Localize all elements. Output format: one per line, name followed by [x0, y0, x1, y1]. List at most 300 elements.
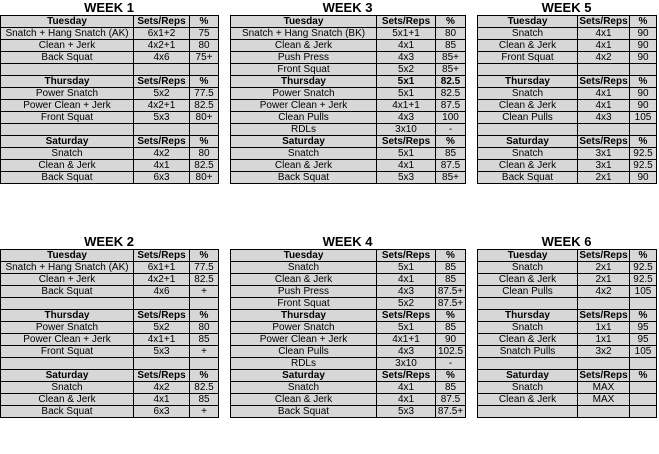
sets-reps-heading: Sets/Reps	[579, 370, 628, 381]
exercise-cell: Front Squat	[1, 112, 134, 124]
exercise-cell: Clean + Jerk	[1, 274, 134, 286]
sets-reps-cell: 4x1	[377, 160, 436, 172]
percent-heading: %	[190, 16, 219, 28]
sets-reps-cell: 5x3	[134, 346, 190, 358]
exercise-row	[1, 406, 219, 418]
sets-reps-cell: 4x1	[377, 382, 436, 394]
sets-reps-cell: 5x2	[377, 64, 436, 76]
exercise-cell: Snatch + Hang Snatch (AK)	[1, 262, 134, 274]
sets-reps-cell: 1x1	[578, 334, 630, 346]
percent-cell: 87.5	[436, 160, 466, 172]
sets-reps-cell: 4x1+1	[134, 334, 190, 346]
week-block	[0, 234, 218, 418]
sets-reps-cell: 2x1	[578, 172, 630, 184]
percent-cell: 90	[436, 334, 466, 346]
exercise-cell: Clean & Jerk	[1, 394, 134, 406]
percent-cell: 105	[630, 346, 657, 358]
percent-cell: 82.5	[190, 274, 219, 286]
sets-reps-cell: 4x2	[578, 286, 630, 298]
percent-cell	[630, 298, 657, 310]
exercise-cell: Clean & Jerk	[478, 40, 578, 52]
session-header-row	[478, 136, 657, 148]
day-heading: Saturday	[1, 370, 134, 382]
exercise-cell	[478, 64, 578, 76]
exercise-row	[231, 148, 466, 160]
exercise-cell: Power Snatch	[231, 322, 377, 334]
sets-reps-cell: 4x3	[377, 52, 436, 64]
exercise-cell	[1, 358, 134, 370]
exercise-row	[478, 262, 657, 274]
sets-reps-cell: 2x1	[578, 262, 630, 274]
exercise-row	[231, 172, 466, 184]
exercise-row	[231, 28, 466, 40]
exercise-row	[231, 262, 466, 274]
day-heading: Tuesday	[478, 16, 578, 28]
exercise-cell: Clean Pulls	[478, 112, 578, 124]
session-header-row	[1, 370, 219, 382]
percent-cell	[630, 358, 657, 370]
percent-cell: 90	[630, 28, 657, 40]
day-heading: Thursday	[478, 310, 578, 322]
exercise-row	[478, 322, 657, 334]
exercise-row	[1, 262, 219, 274]
percent-cell	[630, 382, 657, 394]
percent-cell	[630, 64, 657, 76]
sets-reps-heading: Sets/Reps	[377, 136, 436, 148]
week-title: WEEK 2	[84, 234, 134, 249]
percent-cell: 87.5	[436, 100, 466, 112]
session-header-row	[1, 136, 219, 148]
percent-cell: 85+	[436, 52, 466, 64]
session-header-row	[1, 250, 219, 262]
percent-heading: %	[630, 310, 657, 322]
session-header-row	[231, 250, 466, 262]
percent-cell: 85+	[436, 172, 466, 184]
exercise-cell: Clean & Jerk	[231, 160, 377, 172]
percent-cell: 102.5	[436, 346, 466, 358]
exercise-cell: Back Squat	[1, 52, 134, 64]
percent-cell: 92.5	[630, 274, 657, 286]
day-heading: Thursday	[231, 310, 377, 322]
exercise-row	[1, 346, 219, 358]
exercise-row	[478, 406, 657, 418]
exercise-row	[478, 286, 657, 298]
percent-cell: 92.5	[630, 160, 657, 172]
percent-heading: %	[630, 370, 657, 382]
sets-reps-cell: 4x2+1	[134, 100, 190, 112]
percent-cell: +	[190, 406, 219, 418]
sets-reps-cell: 5x1+1	[377, 28, 436, 40]
exercise-cell: Snatch	[478, 262, 578, 274]
sets-reps-cell	[578, 298, 630, 310]
percent-heading: %	[190, 136, 219, 148]
exercise-cell	[1, 298, 134, 310]
percent-cell: 85	[436, 274, 466, 286]
sets-reps-cell: MAX	[578, 394, 630, 406]
sets-reps-cell	[134, 298, 190, 310]
percent-cell: -	[436, 358, 466, 370]
exercise-cell: Snatch	[478, 322, 578, 334]
sets-reps-cell: 4x1	[377, 394, 436, 406]
exercise-cell: Clean & Jerk	[478, 394, 578, 406]
percent-cell: 80+	[190, 172, 219, 184]
sets-reps-heading: Sets/Reps	[134, 76, 190, 88]
exercise-row	[231, 274, 466, 286]
percent-heading: %	[190, 370, 219, 382]
week-block	[477, 234, 656, 418]
week-block	[477, 0, 656, 184]
exercise-cell: Power Clean + Jerk	[231, 334, 377, 346]
exercise-row	[478, 64, 657, 76]
percent-cell: 90	[630, 88, 657, 100]
percent-cell: 92.5	[630, 262, 657, 274]
sets-reps-heading: Sets/Reps	[134, 136, 190, 148]
percent-heading: %	[630, 76, 657, 88]
percent-cell: 85+	[436, 64, 466, 76]
sets-reps-heading: Sets/Reps	[377, 370, 436, 382]
day-heading: Saturday	[478, 136, 578, 148]
sets-reps-cell	[578, 358, 630, 370]
exercise-row	[478, 40, 657, 52]
percent-cell: 85	[190, 334, 219, 346]
exercise-row	[478, 382, 657, 394]
exercise-row	[231, 160, 466, 172]
percent-cell: 85	[436, 382, 466, 394]
exercise-row	[1, 40, 219, 52]
exercise-row	[478, 148, 657, 160]
exercise-cell: Clean Pulls	[231, 112, 377, 124]
exercise-cell	[478, 124, 578, 136]
sets-reps-cell: 4x1+1	[377, 334, 436, 346]
exercise-cell: Back Squat	[1, 172, 134, 184]
exercise-row	[1, 334, 219, 346]
sets-reps-cell: 4x1	[134, 160, 190, 172]
exercise-row	[478, 358, 657, 370]
session-header-row	[231, 16, 466, 28]
sets-reps-heading: Sets/Reps	[134, 310, 190, 322]
exercise-cell: Snatch Pulls	[478, 346, 578, 358]
exercise-cell: Clean & Jerk	[231, 394, 377, 406]
session-header-row	[478, 250, 657, 262]
week-title: WEEK 5	[541, 0, 592, 15]
day-heading: Thursday	[231, 76, 377, 88]
exercise-cell: Back Squat	[231, 172, 377, 184]
exercise-row	[231, 100, 466, 112]
exercise-cell: Snatch	[231, 262, 377, 274]
session-header-row	[478, 76, 657, 88]
week-title: WEEK 4	[322, 234, 373, 249]
exercise-row	[478, 88, 657, 100]
sets-reps-cell: 2x1	[578, 274, 630, 286]
percent-cell: 82.5	[190, 382, 219, 394]
exercise-row	[1, 88, 219, 100]
sets-reps-cell: 5x1	[377, 262, 436, 274]
session-header-row	[231, 76, 466, 88]
exercise-cell: Power Snatch	[1, 88, 134, 100]
percent-cell: +	[190, 346, 219, 358]
sets-reps-cell: 4x2	[134, 148, 190, 160]
sets-reps-cell: 4x1	[578, 40, 630, 52]
exercise-cell: Back Squat	[1, 406, 134, 418]
session-header-row	[478, 16, 657, 28]
exercise-row	[1, 52, 219, 64]
exercise-cell	[478, 298, 578, 310]
sets-reps-cell: 5x1	[377, 148, 436, 160]
exercise-row	[478, 28, 657, 40]
exercise-row	[1, 322, 219, 334]
exercise-row	[231, 406, 466, 418]
exercise-row	[231, 112, 466, 124]
sets-reps-cell: 4x3	[377, 346, 436, 358]
sets-reps-cell	[134, 358, 190, 370]
exercise-cell: Clean Pulls	[478, 286, 578, 298]
exercise-cell: Clean & Jerk	[478, 334, 578, 346]
percent-cell: +	[190, 286, 219, 298]
exercise-cell: Snatch	[231, 148, 377, 160]
week-table	[230, 249, 466, 418]
day-heading: Thursday	[478, 76, 578, 88]
percent-heading: %	[190, 76, 219, 88]
sets-reps-cell: 5x1	[377, 88, 436, 100]
percent-heading: %	[436, 310, 466, 322]
exercise-row	[478, 112, 657, 124]
sets-reps-cell: 4x3	[377, 112, 436, 124]
exercise-row	[1, 286, 219, 298]
exercise-row	[231, 334, 466, 346]
percent-cell: 95	[630, 334, 657, 346]
exercise-cell	[478, 358, 578, 370]
percent-cell: 90	[630, 52, 657, 64]
week-title: WEEK 3	[322, 0, 373, 15]
percent-heading: 82.5	[436, 76, 466, 88]
exercise-cell: Snatch + Hang Snatch (AK)	[1, 28, 134, 40]
percent-cell: 105	[630, 112, 657, 124]
week-table	[477, 15, 657, 184]
exercise-row	[231, 358, 466, 370]
session-header-row	[1, 16, 219, 28]
sets-reps-heading: Sets/Reps	[134, 250, 190, 262]
percent-cell: 80	[190, 40, 219, 52]
sets-reps-cell: 5x2	[134, 88, 190, 100]
exercise-cell: Back Squat	[231, 406, 377, 418]
exercise-row	[1, 160, 219, 172]
exercise-row	[231, 382, 466, 394]
exercise-cell: Front Squat	[231, 64, 377, 76]
session-header-row	[1, 76, 219, 88]
percent-cell: 87.5+	[436, 298, 466, 310]
percent-heading: %	[436, 16, 466, 28]
exercise-row	[231, 298, 466, 310]
day-heading: Tuesday	[231, 16, 377, 28]
week-table	[477, 249, 657, 418]
exercise-cell: Snatch	[478, 382, 578, 394]
sets-reps-cell: 5x1	[377, 322, 436, 334]
percent-cell: 85	[190, 394, 219, 406]
week-title: WEEK 1	[84, 0, 134, 15]
day-heading: Tuesday	[478, 250, 578, 262]
exercise-cell	[1, 124, 134, 136]
percent-cell: 95	[630, 322, 657, 334]
sets-reps-cell	[134, 64, 190, 76]
session-header-row	[231, 310, 466, 322]
exercise-cell: Power Clean + Jerk	[231, 100, 377, 112]
sets-reps-heading: 5x1	[377, 76, 436, 88]
percent-cell: 87.5	[436, 394, 466, 406]
day-heading: Thursday	[1, 310, 134, 322]
sets-reps-cell: 4x2	[134, 382, 190, 394]
exercise-cell: Clean & Jerk	[478, 160, 578, 172]
week-title: WEEK 6	[541, 234, 592, 249]
exercise-row	[231, 346, 466, 358]
sets-reps-cell: 6x1+2	[134, 28, 190, 40]
exercise-row	[1, 124, 219, 136]
sets-reps-cell	[578, 64, 630, 76]
session-header-row	[478, 370, 657, 382]
percent-cell	[630, 406, 657, 418]
day-heading: Tuesday	[231, 250, 377, 262]
exercise-row	[1, 298, 219, 310]
sets-reps-cell: 3x2	[578, 346, 630, 358]
session-header-row	[1, 310, 219, 322]
sets-reps-cell: 4x1	[377, 40, 436, 52]
exercise-cell: Clean & Jerk	[1, 160, 134, 172]
week-table	[0, 15, 219, 184]
week-block	[230, 234, 465, 418]
sets-reps-cell: 4x6	[134, 52, 190, 64]
exercise-row	[478, 100, 657, 112]
sets-reps-heading: Sets/Reps	[377, 310, 436, 322]
percent-cell: -	[436, 124, 466, 136]
exercise-cell: Clean & Jerk	[231, 40, 377, 52]
exercise-cell: Back Squat	[478, 172, 578, 184]
percent-heading: %	[630, 136, 657, 148]
percent-heading: %	[630, 16, 657, 28]
week-table	[0, 249, 219, 418]
sets-reps-cell: 4x1+1	[377, 100, 436, 112]
percent-cell: 90	[630, 172, 657, 184]
percent-cell: 90	[630, 100, 657, 112]
sets-reps-cell: 4x2	[578, 52, 630, 64]
percent-cell: 77.5	[190, 262, 219, 274]
percent-cell	[190, 124, 219, 136]
exercise-row	[231, 124, 466, 136]
exercise-row	[478, 52, 657, 64]
sets-reps-cell: 4x1	[578, 28, 630, 40]
sets-reps-cell: MAX	[578, 382, 630, 394]
day-heading: Saturday	[231, 136, 377, 148]
exercise-cell: Clean & Jerk	[478, 100, 578, 112]
sets-reps-cell: 6x3	[134, 172, 190, 184]
day-heading: Tuesday	[1, 250, 134, 262]
exercise-cell: Front Squat	[231, 298, 377, 310]
sets-reps-cell: 3x1	[578, 160, 630, 172]
exercise-cell: Power Snatch	[1, 322, 134, 334]
exercise-cell: Clean & Jerk	[231, 274, 377, 286]
sets-reps-cell: 3x10	[377, 124, 436, 136]
sets-reps-cell: 6x3	[134, 406, 190, 418]
percent-heading: %	[436, 370, 466, 382]
percent-cell: 80	[190, 148, 219, 160]
percent-heading: %	[630, 250, 657, 262]
exercise-row	[478, 274, 657, 286]
day-heading: Saturday	[231, 370, 377, 382]
percent-cell: 82.5	[190, 100, 219, 112]
exercise-cell: Front Squat	[1, 346, 134, 358]
percent-cell: 90	[630, 40, 657, 52]
sets-reps-heading: Sets/Reps	[134, 370, 190, 382]
session-header-row	[231, 370, 466, 382]
percent-cell: 80	[190, 322, 219, 334]
percent-cell: 85	[436, 40, 466, 52]
exercise-cell: Power Clean + Jerk	[1, 100, 134, 112]
sets-reps-cell: 5x3	[377, 406, 436, 418]
percent-heading: %	[190, 250, 219, 262]
sets-reps-cell: 4x1	[578, 100, 630, 112]
percent-heading: %	[436, 136, 466, 148]
exercise-row	[1, 112, 219, 124]
percent-cell: 85	[436, 262, 466, 274]
day-heading: Saturday	[1, 136, 134, 148]
sets-reps-cell: 5x2	[377, 298, 436, 310]
exercise-cell: Snatch	[478, 28, 578, 40]
exercise-cell: Clean & Jerk	[478, 274, 578, 286]
exercise-cell: RDLs	[231, 124, 377, 136]
sets-reps-cell: 4x6	[134, 286, 190, 298]
percent-cell	[190, 358, 219, 370]
sets-reps-cell: 5x3	[377, 172, 436, 184]
week-table	[230, 15, 466, 184]
sets-reps-heading: Sets/Reps	[579, 250, 628, 261]
sets-reps-cell	[134, 124, 190, 136]
percent-cell: 82.5	[436, 88, 466, 100]
exercise-cell: Power Clean + Jerk	[1, 334, 134, 346]
exercise-cell: Front Squat	[478, 52, 578, 64]
sets-reps-cell: 5x2	[134, 322, 190, 334]
exercise-cell: Push Press	[231, 52, 377, 64]
exercise-cell: Snatch	[1, 382, 134, 394]
exercise-row	[231, 40, 466, 52]
sets-reps-cell: 4x1	[134, 394, 190, 406]
exercise-row	[478, 346, 657, 358]
exercise-row	[478, 172, 657, 184]
sets-reps-heading: Sets/Reps	[579, 310, 628, 321]
sets-reps-heading: Sets/Reps	[579, 16, 628, 27]
percent-cell: 85	[436, 322, 466, 334]
sets-reps-cell: 1x1	[578, 322, 630, 334]
exercise-row	[478, 298, 657, 310]
session-header-row	[478, 310, 657, 322]
percent-cell	[190, 64, 219, 76]
session-header-row	[231, 136, 466, 148]
sets-reps-cell	[578, 406, 630, 418]
percent-cell: 75	[190, 28, 219, 40]
sets-reps-cell	[578, 124, 630, 136]
percent-cell: 80	[436, 28, 466, 40]
percent-cell: 87.5+	[436, 286, 466, 298]
percent-cell: 87.5+	[436, 406, 466, 418]
day-heading: Saturday	[478, 370, 578, 382]
percent-cell: 105	[630, 286, 657, 298]
exercise-row	[231, 52, 466, 64]
exercise-row	[231, 394, 466, 406]
exercise-cell: Clean Pulls	[231, 346, 377, 358]
exercise-cell: Push Press	[231, 286, 377, 298]
sets-reps-cell: 3x10	[377, 358, 436, 370]
sets-reps-cell: 4x2+1	[134, 274, 190, 286]
exercise-row	[1, 28, 219, 40]
exercise-cell	[1, 64, 134, 76]
exercise-cell: Power Snatch	[231, 88, 377, 100]
